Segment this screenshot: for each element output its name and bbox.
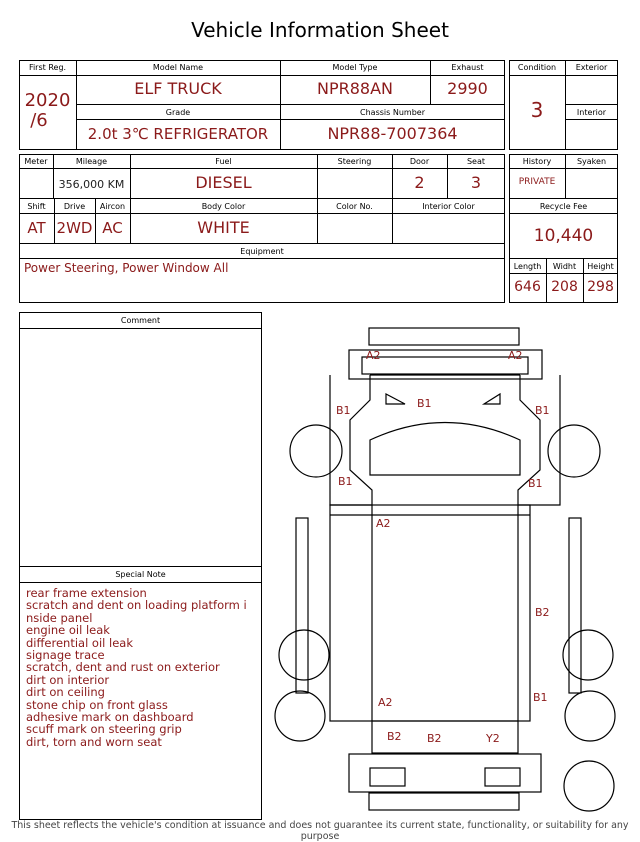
grade-label: Grade (165, 108, 191, 117)
special-note-item: differential oil leak (26, 635, 133, 650)
special-note-item: nside panel (26, 610, 93, 625)
damage-mark: B1 (528, 477, 543, 490)
damage-mark: B1 (336, 404, 351, 417)
mileage-label: Mileage (75, 157, 108, 166)
condition-label: Condition (517, 63, 557, 72)
damage-mark: B2 (535, 606, 550, 619)
height-label: Height (587, 262, 614, 271)
width-value: 208 (551, 279, 578, 295)
damage-mark: B2 (387, 730, 402, 743)
damage-mark: A2 (508, 349, 523, 362)
height-value: 298 (587, 279, 614, 295)
chassis-value: NPR88-7007364 (327, 124, 458, 143)
syaken-label: Syaken (576, 157, 607, 166)
body-color-label: Body Color (201, 202, 246, 211)
condition-value: 3 (530, 98, 544, 122)
damage-mark: A2 (366, 349, 381, 362)
model-name-value: ELF TRUCK (134, 79, 222, 98)
special-note-item: dirt on interior (26, 672, 110, 687)
length-value: 646 (514, 279, 541, 295)
special-note-item: signage trace (26, 648, 105, 662)
damage-mark: B1 (417, 397, 432, 410)
aircon-label: Aircon (99, 202, 126, 211)
special-note-item: dirt, torn and worn seat (26, 734, 162, 749)
exterior-label: Exterior (575, 63, 608, 72)
grade-value: 2.0t 3℃ REFRIGERATOR (87, 125, 269, 143)
model-type-label: Model Type (332, 63, 378, 72)
steering-label: Steering (337, 157, 372, 166)
special-note-item: dirt on ceiling (26, 685, 105, 700)
special-note-item: rear frame extension (26, 586, 147, 600)
equipment-label: Equipment (240, 247, 284, 256)
damage-mark: B1 (533, 691, 548, 704)
length-label: Length (513, 262, 542, 271)
drive-value: 2WD (56, 219, 93, 237)
page-title: Vehicle Information Sheet (191, 18, 449, 42)
special-note-item: scuff mark on steering grip (26, 722, 182, 737)
recycle-fee-value: 10,440 (533, 226, 594, 246)
meter-label: Meter (24, 157, 48, 166)
special-note-item: scratch, dent and rust on exterior (26, 660, 220, 675)
shift-value: AT (27, 219, 46, 237)
model-name-label: Model Name (152, 63, 204, 72)
footer-disclaimer: This sheet reflects the vehicle's condition at issuance and does not guarantee its current state, functionality, or suitability for any purpose (11, 820, 629, 842)
damage-mark: B1 (338, 475, 353, 488)
body-color-value: WHITE (197, 218, 250, 237)
first-reg-month: /6 (30, 110, 48, 131)
color-no-label: Color No. (336, 202, 373, 211)
seat-value: 3 (470, 173, 482, 192)
first-reg-label: First Reg. (28, 63, 67, 72)
special-note-item: scratch and dent on loading platform i (26, 598, 247, 613)
fuel-label: Fuel (215, 157, 232, 166)
damage-mark: A2 (378, 696, 393, 709)
special-note-item: engine oil leak (26, 623, 110, 638)
comment-label: Comment (120, 316, 161, 325)
interior-color-label: Interior Color (422, 202, 475, 211)
recycle-fee-label: Recycle Fee (539, 202, 588, 211)
aircon-value: AC (102, 219, 123, 237)
model-type-value: NPR88AN (316, 79, 393, 98)
equipment-value: Power Steering, Power Window All (24, 261, 229, 275)
mileage-value: 356,000 KM (58, 178, 125, 191)
history-value: PRIVATE (518, 177, 556, 187)
history-label: History (522, 157, 552, 166)
door-label: Door (409, 157, 430, 166)
door-value: 2 (414, 173, 425, 192)
damage-mark: Y2 (486, 732, 500, 745)
special-note-label: Special Note (115, 570, 166, 579)
truck-outline (275, 328, 615, 811)
shift-label: Shift (27, 202, 46, 211)
seat-label: Seat (466, 157, 486, 166)
damage-mark: B1 (535, 404, 550, 417)
special-note-item: stone chip on front glass (26, 697, 168, 712)
first-reg-year: 2020 (24, 90, 71, 111)
fuel-value: DIESEL (195, 173, 252, 192)
width-label: Widht (552, 262, 577, 271)
exhaust-value: 2990 (447, 79, 488, 98)
damage-mark: A2 (376, 517, 391, 530)
interior-label: Interior (576, 108, 607, 117)
drive-label: Drive (63, 202, 86, 211)
exhaust-label: Exhaust (451, 63, 484, 72)
damage-mark: B2 (427, 732, 442, 745)
special-note-item: adhesive mark on dashboard (26, 710, 194, 724)
chassis-label: Chassis Number (360, 108, 425, 117)
